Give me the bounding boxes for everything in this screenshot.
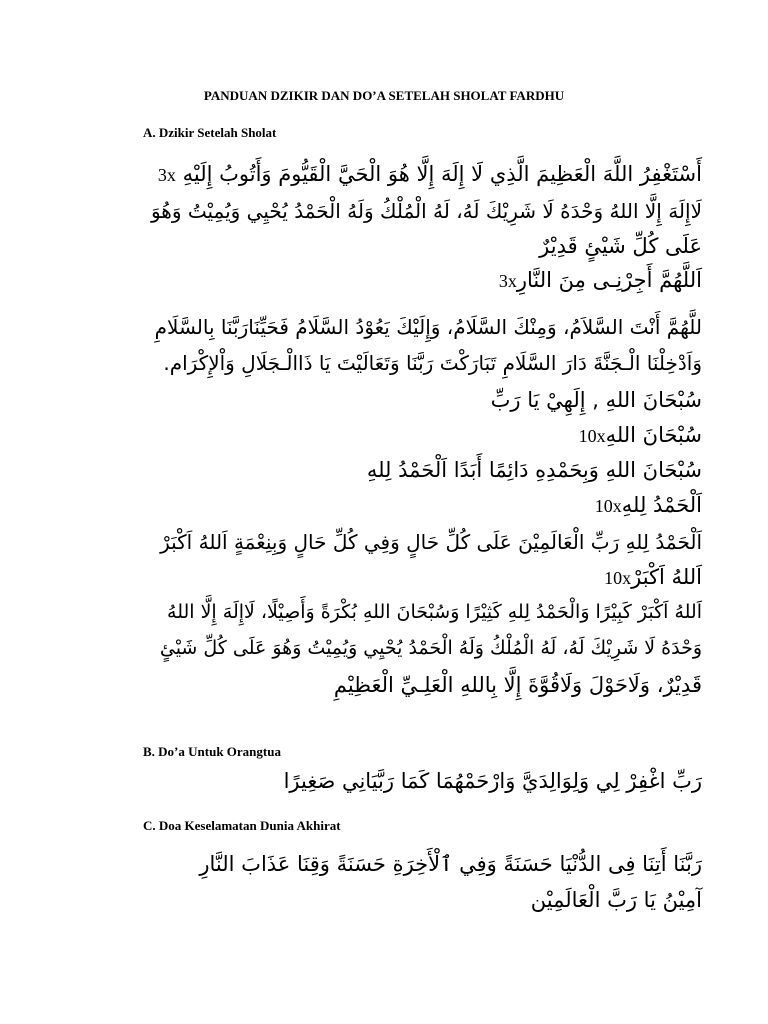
repeat-count: 10x	[578, 426, 606, 446]
arabic-line	[140, 456, 702, 484]
arabic-text: اَللَّهُمَّ أَجِرْنِـى مِنَ النَّارِ	[516, 268, 702, 292]
arabic-line	[140, 598, 702, 626]
arabic-text: وَاَدْخِلْنَا الْـجَنَّةَ دَارَ السَّلَامِ تَبَارَكْتَ رَبَّنَا وَتَعَالَيْتَ يَا ذَاالْـجَلَالِ وَاْلإِكْرَام.	[163, 351, 702, 375]
section-b-heading: B. Do’a Untuk Orangtua	[143, 744, 281, 759]
arabic-text: قَدِيْرٌ، وَلَاحَوْلَ وَلَاقُوَّةَ إِلَّا بِاللهِ الْعَلِـيِّ الْعَظِيْمِ	[333, 673, 702, 697]
arabic-text: وَحْدَهُ لَا شَرِيْكَ لَهُ، لَهُ الْمُلْكُ وَلَهُ الْحَمْدُ يُحْيِي وَيُمِيْتُ وَهُوَ عَلَى كُلِّ شَيْئٍ	[159, 637, 702, 659]
arabic-line	[140, 313, 702, 341]
arabic-text: اَلْحَمْدُ لِلهِ	[621, 493, 702, 517]
arabic-text: رَبَّنَا أَتِنَا فِى الدُّنْيَا حَسَنَةً وَفِي ٱلْأَخِرَةِ حَسَنَةً وَقِنَا عَذَابَ النَّارِ	[199, 852, 702, 876]
arabic-text: عَلَى كُلِّ شَيْئٍ قَدِيْرٌ	[539, 234, 702, 258]
page-title: PANDUAN DZIKIR DAN DO’A SETELAH SHOLAT FARDHU	[203, 88, 565, 103]
arabic-text: آمِيْنُ يَا رَبَّ الْعَالَمِيْن	[530, 888, 702, 912]
arabic-line	[140, 266, 702, 295]
repeat-count: 3x	[498, 271, 517, 291]
arabic-text: أَسْتَغْفِرُ اللَّهَ الْعَظِيمَ الَّذِي لَا إِلَهَ إِلَّا هُوَ الْحَيَّ الْقَيُّومَ وَأَتُوبُ إِلَيْهِ	[182, 162, 702, 186]
arabic-text: سُبْحَانَ اللهِ وَبِحَمْدِهِ دَائِمًا أَبَدًا اَلْحَمْدُ لِلهِ	[366, 458, 702, 482]
arabic-line	[140, 634, 702, 662]
arabic-line	[140, 886, 702, 914]
arabic-text: اَللهُ اَكْبَرْ كَبِيْرًا وَالْحَمْدُ لِلهِ كَثِيْرًا وَسُبْحَانَ اللهِ بُكْرَةً وَأَصِيْلًا، لَاإِلَهَ إِلَّا اللهُ	[167, 601, 702, 623]
arabic-line	[140, 386, 702, 414]
arabic-line	[140, 197, 702, 225]
arabic-text: للَّهُمَّ أَنْتَ السَّلاَمُ، وَمِنْكَ السَّلَامُ، وَإِلَيْكَ يَعُوْدُ السَّلَامُ فَحَيِّنَارَبَّنَا بِالسَّلَامِ	[154, 315, 702, 339]
arabic-line	[140, 767, 702, 795]
section-a-heading: A. Dzikir Setelah Sholat	[143, 125, 277, 140]
arabic-line	[140, 671, 702, 699]
arabic-line	[140, 160, 702, 189]
arabic-text: اَللهُ اَكْبَرْ	[631, 565, 702, 589]
arabic-line	[140, 563, 702, 592]
arabic-line	[140, 528, 702, 556]
arabic-line	[140, 421, 702, 450]
arabic-text: رَبِّ اغْفِرْ لِي وَلِوَالِدَيَّ وَارْحَمْهُمَا كَمَا رَبَّيَانِي صَغِيرًا	[283, 769, 702, 793]
arabic-line	[140, 850, 702, 878]
repeat-count: 10x	[594, 496, 622, 516]
arabic-text: سُبْحَانَ اللهِ , إِلَهِيْ يَا رَبِّ	[490, 388, 702, 412]
section-c-heading: C. Doa Keselamatan Dunia Akhirat	[143, 818, 341, 833]
arabic-text: اَلْحَمْدُ لِلهِ رَبِّ الْعَالَمِيْنَ عَلَى كُلِّ حَالٍ وَفِي كُلِّ حَالٍ وَبِنِعْمَةٍ اَللهُ اَكْبَرْ	[160, 530, 702, 554]
arabic-line	[140, 232, 702, 260]
arabic-line	[140, 491, 702, 520]
arabic-text: سُبْحَانَ اللهِ	[605, 423, 702, 447]
arabic-text: لَاإِلَهَ إِلَّا اللهُ وَحْدَهُ لَا شَرِيْكَ لَهُ، لَهُ الْمُلْكُ وَلَهُ الْحَمْدُ يُحْيِي وَيُمِيْتُ وَهُوَ	[150, 199, 702, 223]
repeat-count: 10x	[604, 568, 632, 588]
arabic-line	[140, 349, 702, 377]
repeat-count: 3x	[157, 165, 176, 185]
